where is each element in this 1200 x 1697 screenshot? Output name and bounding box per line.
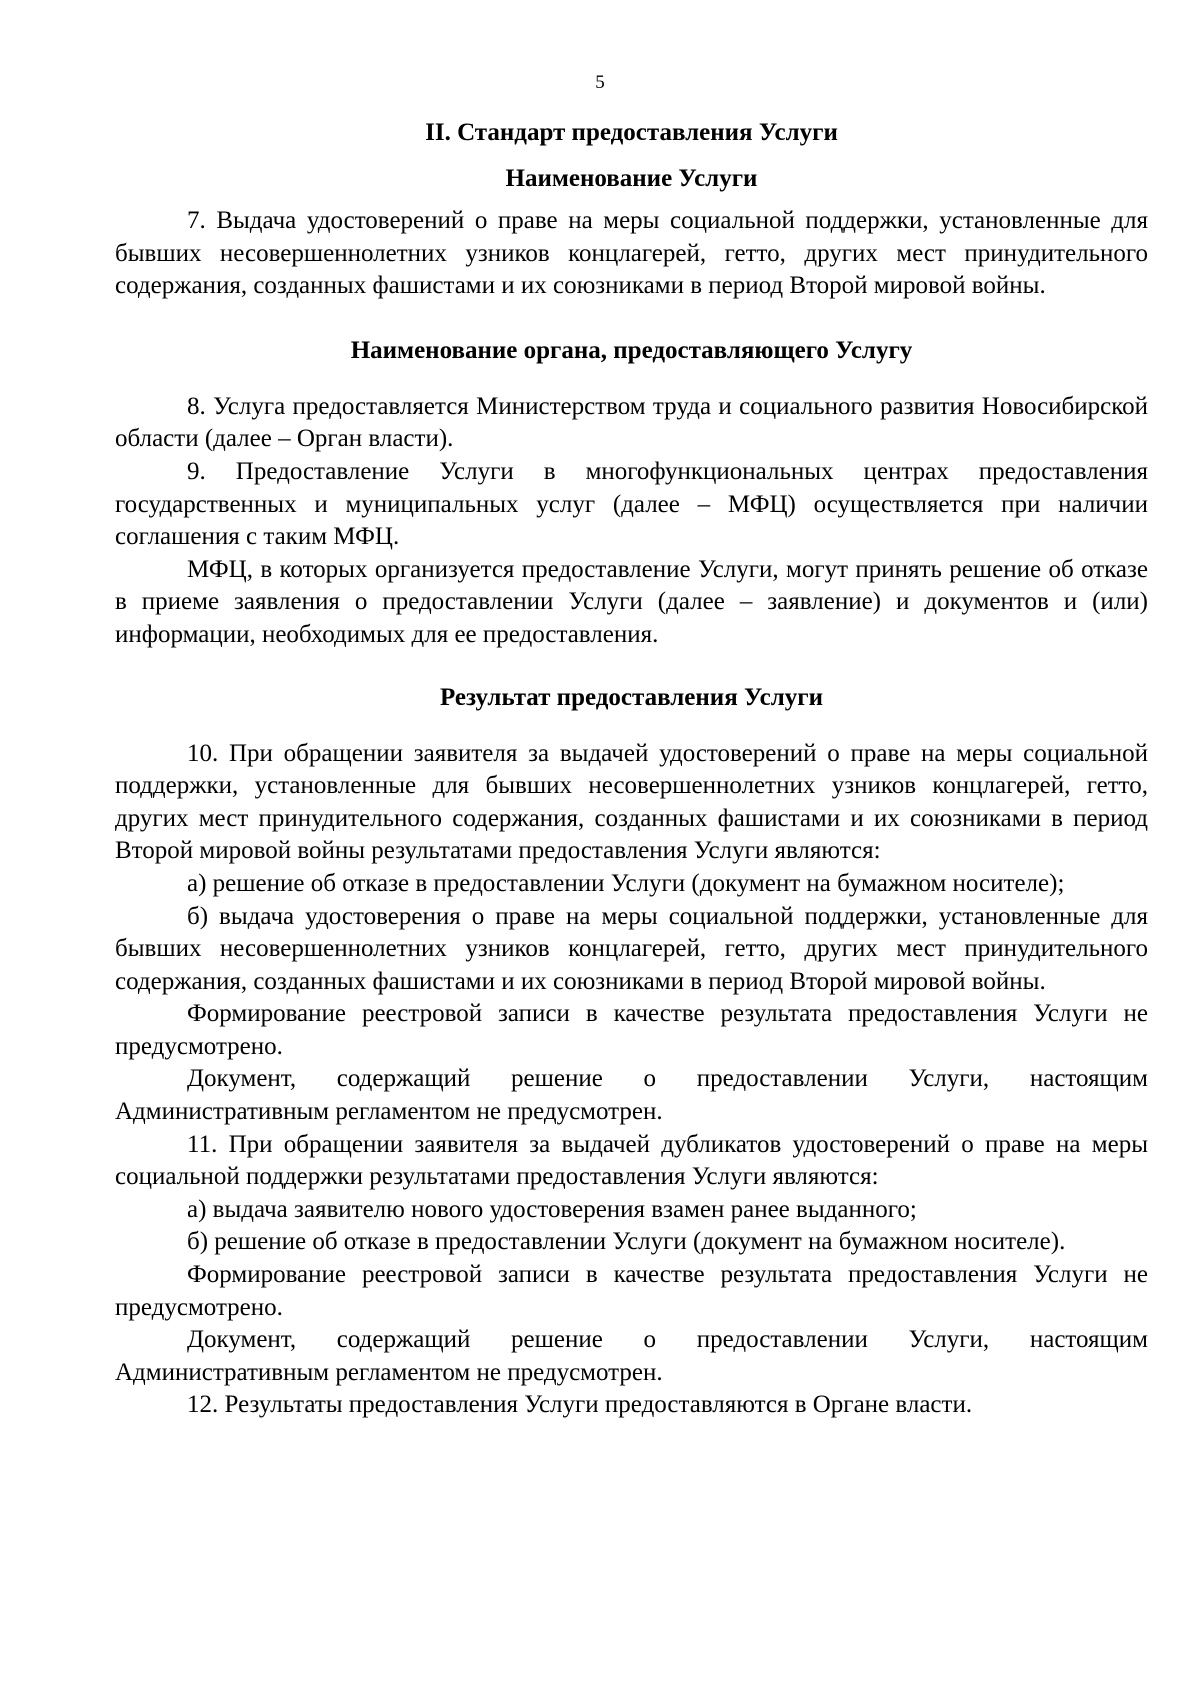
paragraph-11-registry: Формирование реестровой записи в качестве результата предоставления Услуги не предусмотрено. <box>115 1261 1148 1321</box>
paragraph-11-a: а) выдача заявителю нового удостоверения взамен ранее выданного; <box>187 1195 917 1223</box>
heading-result: Результат предоставления Услуги <box>439 683 823 711</box>
paragraph-10-document: Документ, содержащий решение о предоставлении Услуги, настоящим Административным регламентом не предусмотрен. <box>115 1065 1148 1126</box>
paragraph-12: 12. Результаты предоставления Услуги предоставляются в Органе власти. <box>187 1391 973 1419</box>
paragraph-10-registry: Формирование реестровой записи в качестве результата предоставления Услуги не предусмотрено. <box>115 1000 1148 1060</box>
paragraph-9: 9. Предоставление Услуги в многофункциональных центрах предоставления государственных и муниципальных услуг (далее – МФЦ) осуществляется при наличии соглашения с таким МФЦ. <box>115 457 1148 551</box>
page-number: 5 <box>595 72 605 93</box>
heading-service-name: Наименование Услуги <box>505 165 758 192</box>
paragraph-10-a: а) решение об отказе в предоставлении Услуги (документ на бумажном носителе); <box>187 869 1065 897</box>
paragraph-10-b: б) выдача удостоверения о праве на меры социальной поддержки, установленные для бывших несовершеннолетних узников концлагерей, гетто, других мест принудительного содержания, созданных фашистами и их союзниками в период Второй мировой войны. <box>115 902 1148 995</box>
paragraph-10: 10. При обращении заявителя за выдачей удостоверений о праве на меры социальной поддержки, установленные для бывших несовершеннолетних узников концлагерей, гетто, других мест принудительного содержания, созданных фашистами и их союзниками в период Второй мировой войны результатами предоставления Услуги являются: <box>115 739 1148 865</box>
section-title: II. Стандарт предоставления Услуги <box>425 119 838 146</box>
paragraph-7: 7. Выдача удостоверений о праве на меры социальной поддержки, установленные для бывших несовершеннолетних узников концлагерей, гетто, других мест принудительного содержания, созданных фашистами и их союзниками в период Второй мировой войны. <box>115 207 1148 300</box>
paragraph-9-mfc: МФЦ, в которых организуется предоставление Услуги, могут принять решение об отказе в приеме заявления о предоставлении Услуги (далее – заявление) и документов и (или) информации, необходимых для ее предоставления. <box>115 555 1148 648</box>
heading-authority-name: Наименование органа, предоставляющего Услугу <box>350 336 913 364</box>
document-body <box>115 110 1148 1422</box>
paragraph-8: 8. Услуга предоставляется Министерством труда и социального развития Новосибирской области (далее – Орган власти). <box>115 392 1148 453</box>
paragraph-11: 11. При обращении заявителя за выдачей дубликатов удостоверений о праве на меры социальной поддержки результатами предоставления Услуги являются: <box>115 1130 1148 1191</box>
paragraph-11-document: Документ, содержащий решение о предоставлении Услуги, настоящим Административным регламентом не предусмотрен. <box>115 1326 1148 1386</box>
paragraph-11-b: б) решение об отказе в предоставлении Услуги (документ на бумажном носителе). <box>187 1228 1066 1256</box>
